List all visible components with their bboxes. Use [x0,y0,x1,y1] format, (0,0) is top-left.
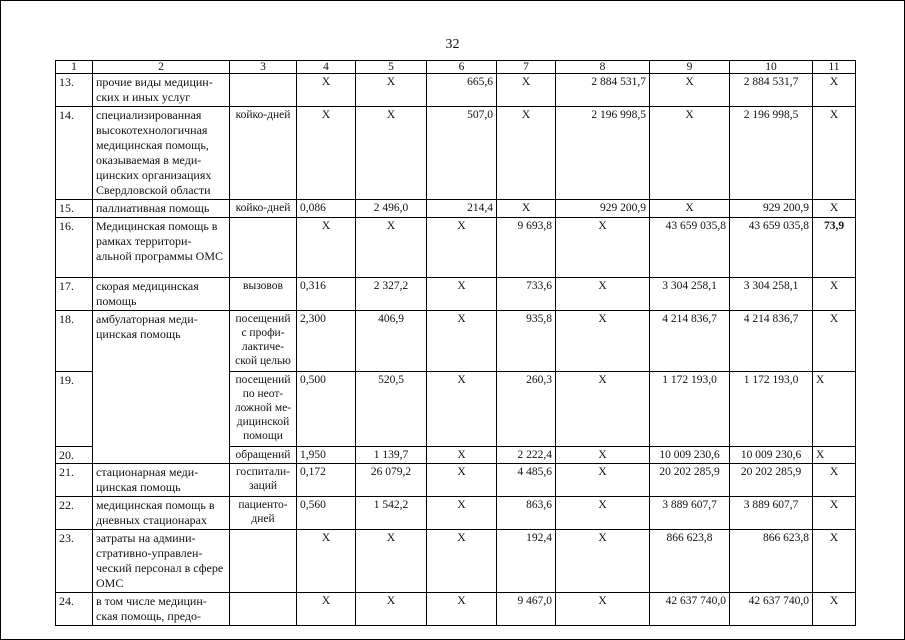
col-header: 11 [813,61,856,74]
cell-col9: 866 623,8 [650,530,730,593]
row-unit: койко-дней [230,200,297,218]
cell-col5: 406,9 [356,311,427,372]
cell-col6: X [427,447,497,464]
cell-col9: 42 637 740,0 [650,593,730,626]
cell-col9: 1 172 193,0 [650,372,730,447]
col-header: 10 [730,61,813,74]
row-unit: пациенто-дней [230,497,297,530]
col-header: 6 [427,61,497,74]
row-number: 22. [56,497,93,530]
row-unit: койко-дней [230,107,297,200]
cell-col11: X [813,278,856,311]
row-number: 23. [56,530,93,593]
cell-col10: 929 200,9 [730,200,813,218]
row-name: паллиативная помощь [93,200,230,218]
cell-col7: 9 693,8 [497,218,556,278]
cell-col11: 73,9 [813,218,856,278]
cell-col11: X [813,372,856,447]
cell-col6: X [427,311,497,372]
cell-col11: X [813,497,856,530]
cell-col7: 4 485,6 [497,464,556,497]
cell-col11: X [813,107,856,200]
cell-col8: X [556,497,650,530]
cell-col10: 866 623,8 [730,530,813,593]
cell-col4: 0,560 [297,497,356,530]
row-unit: посещений по неот-ложной ме-дицинской помощи [230,372,297,447]
row-number: 15. [56,200,93,218]
cell-col9: X [650,107,730,200]
cell-col6: X [427,372,497,447]
table-row [56,200,856,218]
cell-col5: 26 079,2 [356,464,427,497]
col-header: 2 [93,61,230,74]
cell-col9: 43 659 035,8 [650,218,730,278]
cell-col11: X [813,311,856,372]
cell-col9: X [650,74,730,107]
cell-col8: X [556,530,650,593]
row-number: 24. [56,593,93,626]
cell-col11: X [813,464,856,497]
cell-col4: X [297,107,356,200]
row-unit: посещений с профи-лактиче-ской целью [230,311,297,372]
cell-col9: 20 202 285,9 [650,464,730,497]
cell-col5: X [356,107,427,200]
cell-col6: X [427,278,497,311]
cell-col9: X [650,200,730,218]
cell-col6: 214,4 [427,200,497,218]
header-row [56,61,856,74]
row-name: скорая медицинская помощь [93,278,230,311]
cell-col9: 3 889 607,7 [650,497,730,530]
cell-col10: 10 009 230,6 [730,447,813,464]
cell-col5: 1 542,2 [356,497,427,530]
row-unit [230,530,297,593]
row-number: 13. [56,74,93,107]
row-unit: обращений [230,447,297,464]
row-name: стационарная меди-цинская помощь [93,464,230,497]
cell-col5: 1 139,7 [356,447,427,464]
table-row [56,530,856,593]
cell-col8: X [556,372,650,447]
cell-col10: 2 884 531,7 [730,74,813,107]
cell-col8: X [556,447,650,464]
table-row [56,593,856,626]
cell-col8: X [556,464,650,497]
table-row [56,464,856,497]
cell-col7: 192,4 [497,530,556,593]
row-name: медицинская помощь в дневных стационарах [93,497,230,530]
table-row [56,218,856,278]
cell-col7: X [497,107,556,200]
col-header: 9 [650,61,730,74]
row-unit [230,218,297,278]
cell-col11: X [813,74,856,107]
cell-col4: 1,950 [297,447,356,464]
cell-col10: 2 196 998,5 [730,107,813,200]
cell-col7: 733,6 [497,278,556,311]
cell-col4: 0,500 [297,372,356,447]
cell-col10: 3 304 258,1 [730,278,813,311]
table-row [56,107,856,200]
cell-col8: 2 884 531,7 [556,74,650,107]
cell-col7: 935,8 [497,311,556,372]
row-name: Медицинская помощь в рамках территори-альной программы ОМС [93,218,230,278]
cell-col7: 9 467,0 [497,593,556,626]
cell-col8: X [556,593,650,626]
row-name: в том числе медицин-ская помощь, предо- [93,593,230,626]
row-name: затраты на админи-стративно-управлен-ческий персонал в сфере ОМС [93,530,230,593]
table-row [56,497,856,530]
page-number: 32 [445,37,460,52]
row-number: 16. [56,218,93,278]
table-row [56,311,856,372]
cell-col8: 2 196 998,5 [556,107,650,200]
cell-col7: X [497,200,556,218]
data-table [55,60,856,626]
cell-col7: 2 222,4 [497,447,556,464]
cell-col5: 2 496,0 [356,200,427,218]
table-row [56,74,856,107]
cell-col6: 507,0 [427,107,497,200]
cell-col4: X [297,530,356,593]
cell-col11: X [813,447,856,464]
row-unit: госпитали-заций [230,464,297,497]
cell-col5: X [356,593,427,626]
cell-col7: 863,6 [497,497,556,530]
cell-col5: X [356,530,427,593]
row-number: 21. [56,464,93,497]
cell-col10: 42 637 740,0 [730,593,813,626]
cell-col8: 929 200,9 [556,200,650,218]
col-header: 1 [56,61,93,74]
cell-col5: 520,5 [356,372,427,447]
col-header: 8 [556,61,650,74]
cell-col6: X [427,464,497,497]
cell-col4: 0,172 [297,464,356,497]
cell-col9: 10 009 230,6 [650,447,730,464]
row-unit [230,593,297,626]
row-number: 17. [56,278,93,311]
cell-col8: X [556,311,650,372]
cell-col9: 3 304 258,1 [650,278,730,311]
cell-col11: X [813,530,856,593]
cell-col8: X [556,218,650,278]
cell-col7: X [497,74,556,107]
cell-col4: X [297,218,356,278]
cell-col7: 260,3 [497,372,556,447]
row-unit: вызовов [230,278,297,311]
col-header: 7 [497,61,556,74]
row-unit [230,74,297,107]
cell-col4: X [297,593,356,626]
cell-col10: 4 214 836,7 [730,311,813,372]
col-header: 3 [230,61,297,74]
cell-col5: 2 327,2 [356,278,427,311]
row-name: специализированная высокотехнологичная медицинская помощь, оказываемая в меди-цинских организациях Свердловской области [93,107,230,200]
cell-col4: 0,316 [297,278,356,311]
cell-col6: X [427,530,497,593]
row-number: 14. [56,107,93,200]
col-header: 5 [356,61,427,74]
cell-col6: 665,6 [427,74,497,107]
cell-col10: 20 202 285,9 [730,464,813,497]
cell-col10: 43 659 035,8 [730,218,813,278]
cell-col11: X [813,593,856,626]
row-number: 19. [56,372,93,447]
cell-col11: X [813,200,856,218]
row-name: прочие виды медицин-ских и иных услуг [93,74,230,107]
cell-col4: 2,300 [297,311,356,372]
cell-col10: 3 889 607,7 [730,497,813,530]
row-number: 20. [56,447,93,464]
cell-col5: X [356,218,427,278]
row-number: 18. [56,311,93,372]
cell-col6: X [427,497,497,530]
cell-col10: 1 172 193,0 [730,372,813,447]
row-name: амбулаторная меди-цинская помощь [93,311,230,464]
cell-col8: X [556,278,650,311]
cell-col9: 4 214 836,7 [650,311,730,372]
col-header: 4 [297,61,356,74]
cell-col5: X [356,74,427,107]
cell-col4: X [297,74,356,107]
cell-col6: X [427,218,497,278]
cell-col6: X [427,593,497,626]
cell-col4: 0,086 [297,200,356,218]
table-row [56,278,856,311]
